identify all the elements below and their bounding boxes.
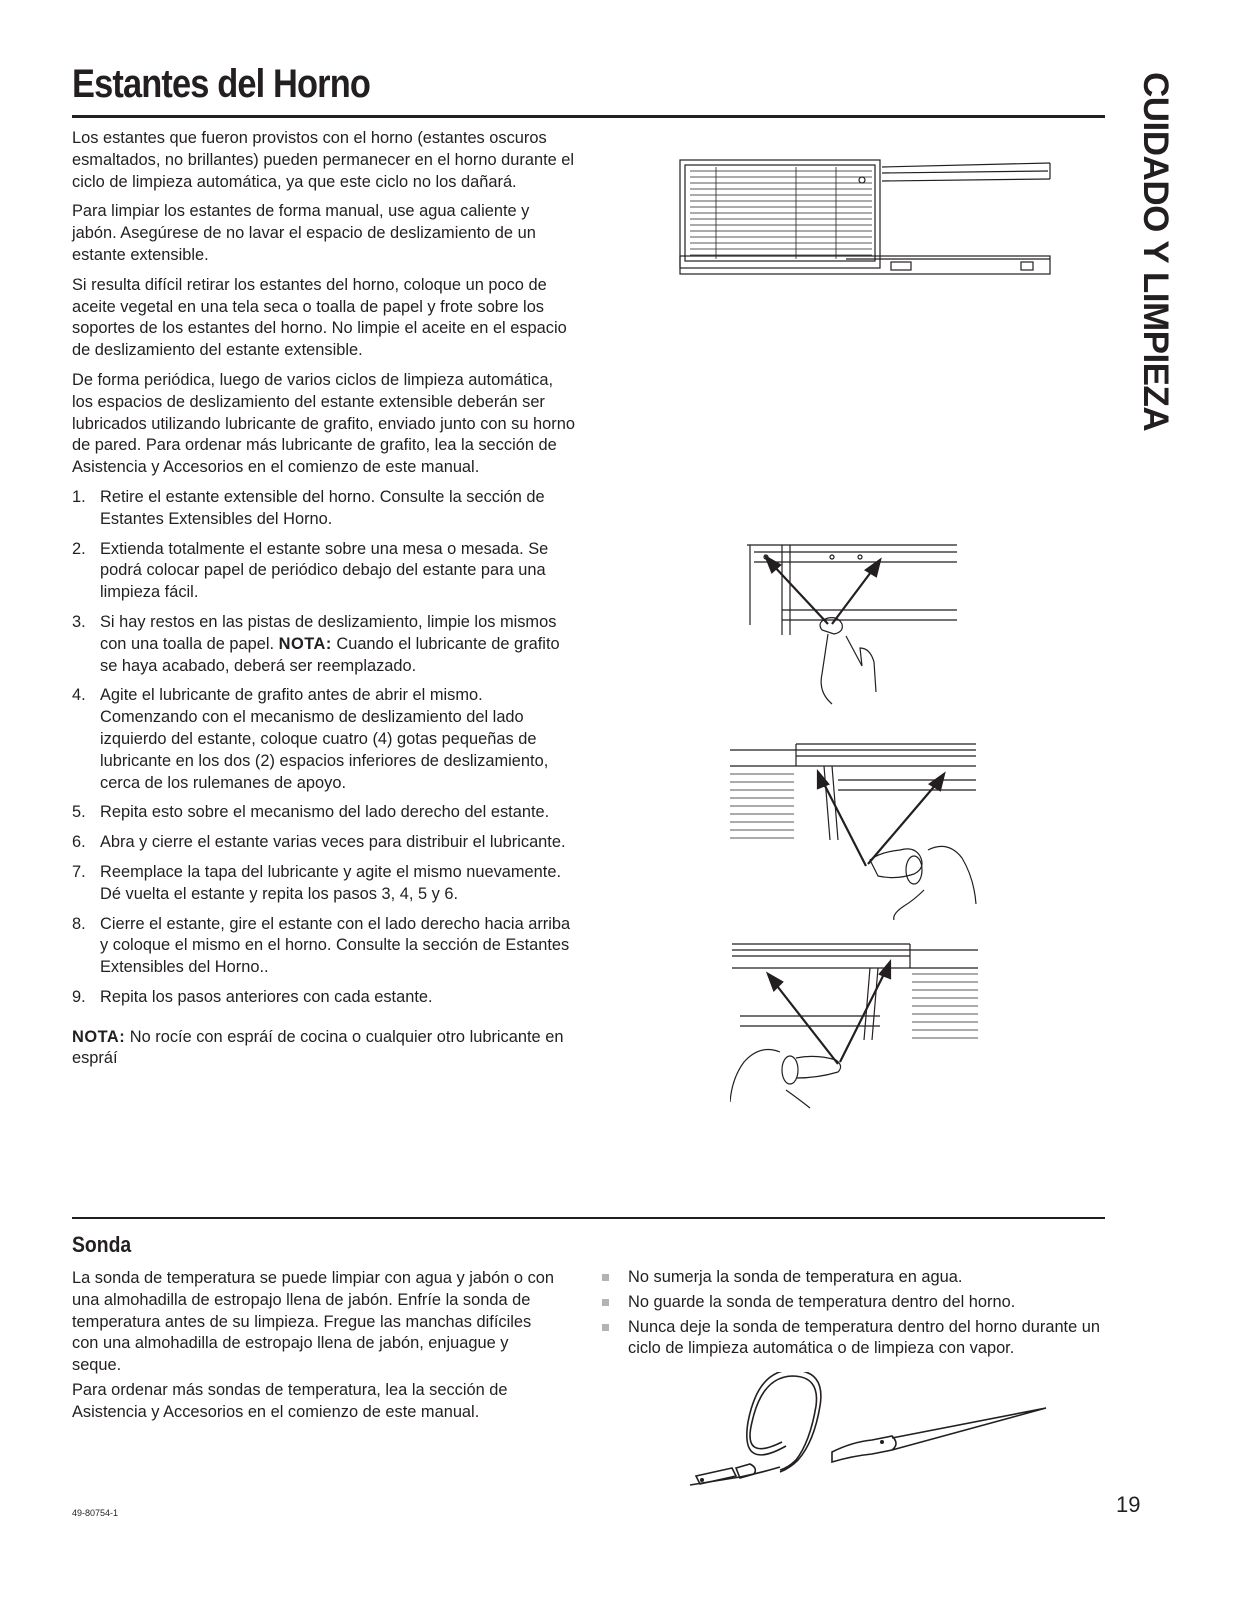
section-side-tab: CUIDADO Y LIMPIEZA: [1136, 72, 1175, 432]
step-item: [72, 685, 577, 794]
bullet-text: No guarde la sonda de temperatura dentro del horno.: [628, 1292, 1016, 1311]
wipe-track-illustration: [742, 540, 962, 710]
step-number: 5.: [72, 803, 86, 822]
step-number: 9.: [72, 987, 86, 1006]
step-item: [72, 539, 577, 604]
intro-paragraph: Para limpiar los estantes de forma manual, use agua caliente y jabón. Asegúrese de no lavar el espacio de deslizamiento de un estante extensible.: [72, 202, 536, 264]
sonda-paragraph: Para ordenar más sondas de temperatura, lea la sección de Asistencia y Accesorios en el comienzo de este manual.: [72, 1380, 508, 1421]
sonda-bullet-item: [600, 1317, 1110, 1361]
step-text: Repita los pasos anteriores con cada estante.: [100, 987, 433, 1006]
lubrication-steps-list: [72, 487, 577, 1009]
probe-hole: [880, 1440, 884, 1444]
step-item: [72, 487, 577, 531]
shelves-text-column: [72, 128, 577, 1078]
sonda-heading: Sonda: [72, 1232, 132, 1257]
step-text: Cuando el lubricante de grafito se haya acabado, deberá ser reemplazado.: [100, 634, 560, 675]
step-text: Agite el lubricante de grafito antes de abrir el mismo. Comenzando con el mecanismo de deslizamiento del lado izquierdo del estante, coloque cuatro (4) gotas pequeñas de lubricante en los dos (2) espacios inferiores de deslizamiento, cerca de los rulemanes de apoyo.: [100, 686, 549, 792]
probe-hole: [700, 1478, 704, 1482]
step-text: Cierre el estante, gire el estante con el lado derecho hacia arriba y coloque el mismo en el horno. Consulte la sección de Estantes Extensibles del Horno..: [100, 914, 571, 977]
bullet-text: No sumerja la sonda de temperatura en agua.: [628, 1268, 963, 1286]
intro-paragraph: Si resulta difícil retirar los estantes del horno, coloque un poco de aceite vegetal en una tela seca o toalla de papel y frote sobre los soportes de los estantes del horno. No limpie el aceite en el espacio de deslizamiento del estante extensible.: [72, 275, 567, 360]
sonda-bullet-item: [600, 1267, 1110, 1289]
bullet-text: Nunca deje la sonda de temperatura dentro del horno durante un ciclo de limpieza automática o de limpieza con vapor.: [628, 1317, 1101, 1358]
final-note: [72, 1027, 577, 1071]
extensible-rack-illustration: [676, 155, 1056, 280]
section-divider: [72, 1217, 1105, 1219]
title-rule: [72, 115, 1105, 118]
sonda-bullet-list: [600, 1267, 1110, 1363]
step-item: [72, 802, 577, 824]
sonda-paragraph: La sonda de temperatura se puede limpiar con agua y jabón o con una almohadilla de estropajo llena de jabón. Enfríe la sonda de temperatura antes de su limpieza. Fregue las manchas difíciles con una almohadilla de estropajo llena de jabón, enjuague y seque.: [72, 1269, 555, 1375]
step-item: [72, 987, 577, 1009]
step-number: 6.: [72, 833, 86, 852]
square-bullet-icon: [602, 1299, 609, 1306]
sonda-text-column: [72, 1268, 557, 1427]
step-text: Repita esto sobre el mecanismo del lado derecho del estante.: [100, 803, 550, 822]
square-bullet-icon: [602, 1324, 609, 1331]
step-number: 2.: [72, 539, 86, 558]
page-title: Estantes del Horno: [72, 62, 371, 106]
step-number: 8.: [72, 914, 86, 933]
sonda-bullet-item: [600, 1292, 1110, 1314]
step-text: Extienda totalmente el estante sobre una mesa o mesada. Se podrá colocar papel de periódico debajo del estante para una limpieza fácil.: [100, 539, 549, 602]
step-number: 4.: [72, 686, 86, 705]
step-number: 7.: [72, 862, 86, 881]
step-item: [72, 914, 577, 979]
step-text: Abra y cierre el estante varias veces para distribuir el lubricante.: [100, 833, 566, 852]
step-item: [72, 832, 577, 854]
step-text: Si hay restos en las pistas de deslizamiento, limpie los mismos con una toalla de papel.: [100, 612, 557, 653]
nota-label: NOTA:: [278, 634, 332, 653]
intro-paragraph: De forma periódica, luego de varios ciclos de limpieza automática, los espacios de deslizamiento del estante extensible deberán ser lubricados utilizando lubricante de grafito, enviado junto con su horno de pared. Para ordenar más lubricante de grafito, lea la sección de Asistencia y Accesorios en el comienzo de este manual.: [72, 370, 575, 477]
step-text: Retire el estante extensible del horno. Consulte la sección de Estantes Extensibles del Horno.: [100, 487, 545, 528]
intro-paragraph: Los estantes que fueron provistos con el horno (estantes oscuros esmaltados, no brillantes) pueden permanecer en el horno durante el ciclo de limpieza automática, ya que este ciclo no los dañará.: [72, 129, 575, 191]
page-number: 19: [1116, 1492, 1141, 1517]
lubricate-left-illustration: [728, 740, 978, 920]
nota-label: NOTA:: [72, 1027, 126, 1046]
step-number: 3.: [72, 612, 86, 631]
final-note-text: No rocíe con espráí de cocina o cualquier otro lubricante en espráí: [72, 1027, 564, 1068]
step-item: [72, 612, 577, 677]
step-text: Reemplace la tapa del lubricante y agite el mismo nuevamente. Dé vuelta el estante y repita los pasos 3, 4, 5 y 6.: [100, 862, 562, 903]
step-number: 1.: [72, 487, 86, 506]
temperature-probe-illustration: [672, 1372, 1052, 1487]
document-number: 49-80754-1: [72, 1508, 119, 1518]
square-bullet-icon: [602, 1274, 609, 1281]
step-item: [72, 862, 577, 906]
lubricate-right-illustration: [730, 940, 980, 1110]
